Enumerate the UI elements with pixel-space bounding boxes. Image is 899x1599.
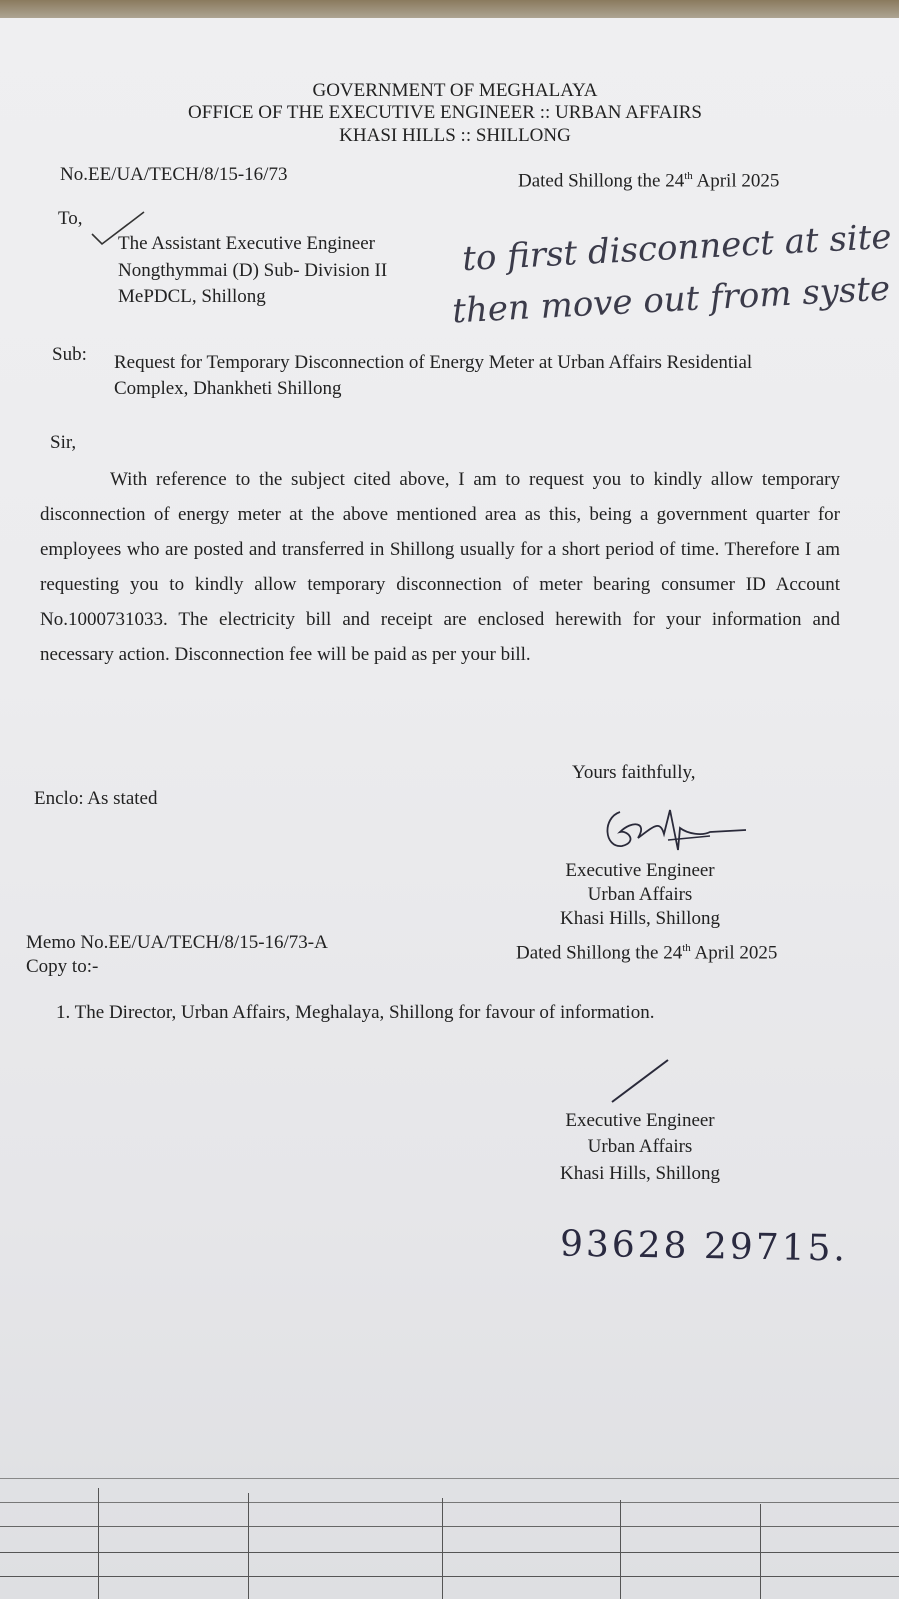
addressee-line-3: MePDCL, Shillong bbox=[118, 286, 266, 307]
closing: Yours faithfully, bbox=[572, 762, 696, 783]
date-prefix: Dated Shillong the 24 bbox=[518, 170, 685, 192]
signatory-title: Executive Engineer bbox=[565, 860, 715, 881]
ruled-line bbox=[0, 1478, 899, 1479]
signatory-2-department: Urban Affairs bbox=[587, 1136, 693, 1157]
letterhead-line-2: OFFICE OF THE EXECUTIVE ENGINEER :: URBAN AFFAIRS bbox=[188, 102, 702, 123]
ruled-column bbox=[442, 1498, 443, 1599]
enclosure: Enclo: As stated bbox=[34, 788, 158, 809]
ruled-column bbox=[620, 1500, 621, 1599]
letter-date bbox=[518, 170, 779, 193]
reference-number: No.EE/UA/TECH/8/15-16/73 bbox=[60, 164, 288, 185]
handwritten-note-line-2: then move out from syste bbox=[451, 268, 892, 332]
addressee-line-2: Nongthymmai (D) Sub- Division II bbox=[118, 260, 388, 281]
salutation: Sir, bbox=[50, 432, 77, 453]
addressee-line-1: The Assistant Executive Engineer bbox=[118, 233, 375, 254]
memo-date-prefix: Dated Shillong the 24 bbox=[516, 942, 683, 964]
signatory-2-location: Khasi Hills, Shillong bbox=[560, 1163, 720, 1184]
ruled-line bbox=[0, 1552, 899, 1553]
letterhead-line-3: KHASI HILLS :: SHILLONG bbox=[339, 125, 571, 146]
ruled-line bbox=[0, 1576, 899, 1577]
to-label: To, bbox=[58, 208, 83, 229]
ruled-column bbox=[248, 1493, 249, 1599]
memo-date-rest: April 2025 bbox=[690, 942, 778, 964]
handwritten-note-line-1: to first disconnect at site bbox=[461, 216, 893, 280]
subject-line-1: Request for Temporary Disconnection of Energy Meter at Urban Affairs Residential bbox=[114, 352, 753, 373]
signatory-2-title: Executive Engineer bbox=[565, 1110, 715, 1131]
body-paragraph: With reference to the subject cited above, I am to request you to kindly allow temporary disconnection of energy meter at the above mentioned area as this, being a government quarter for employees who are posted and transferred in Shillong usually for a short period of time. Therefore I am requesting you to kindly allow temporary disconnection of meter bearing consumer ID Account No.1000731033. The electricity bill and receipt are enclosed herewith for your information and necessary action. Disconnection fee will be paid as per your bill. bbox=[40, 469, 840, 665]
signatory-location: Khasi Hills, Shillong bbox=[560, 908, 720, 929]
memo-number: Memo No.EE/UA/TECH/8/15-16/73-A bbox=[26, 932, 328, 953]
copy-to-label: Copy to:- bbox=[26, 956, 99, 977]
initial-mark bbox=[608, 1058, 678, 1108]
date-suffix-th: th bbox=[684, 170, 693, 182]
ruled-column bbox=[760, 1504, 761, 1599]
ruled-line bbox=[0, 1526, 899, 1527]
letter-page bbox=[0, 18, 899, 1599]
copy-to-item-1: 1. The Director, Urban Affairs, Meghalaya, Shillong for favour of information. bbox=[56, 1002, 655, 1023]
subject-label: Sub: bbox=[52, 344, 87, 365]
ruled-column bbox=[98, 1488, 99, 1599]
signature bbox=[598, 790, 758, 860]
memo-date-suffix-th: th bbox=[682, 942, 691, 954]
letterhead-line-1: GOVERNMENT OF MEGHALAYA bbox=[312, 80, 598, 101]
signatory-department: Urban Affairs bbox=[587, 884, 693, 905]
ruled-line bbox=[0, 1502, 899, 1503]
handwritten-phone-number: 93628 29715. bbox=[559, 1223, 849, 1270]
subject-line-2: Complex, Dhankheti Shillong bbox=[114, 378, 342, 399]
memo-date bbox=[516, 942, 777, 965]
date-rest: April 2025 bbox=[692, 170, 780, 192]
